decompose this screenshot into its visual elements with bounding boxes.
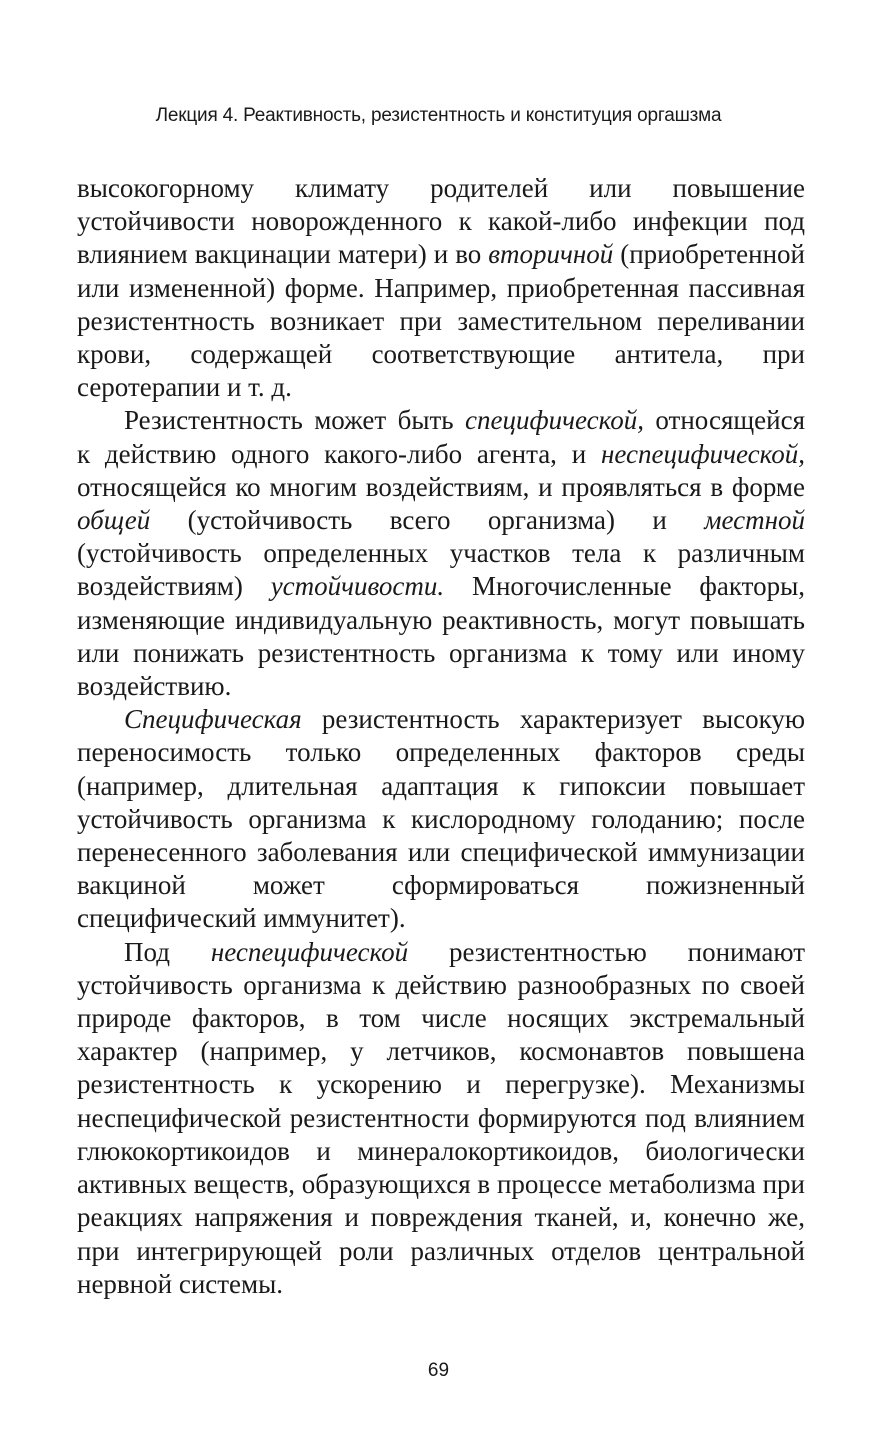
running-head: Лекция 4. Реактивность, резистентность и конституция оргашзма <box>155 105 722 126</box>
paragraph <box>77 703 805 935</box>
text-run: Под <box>124 936 211 967</box>
text-run: резистентностью понимают устойчивость организма к действию разнообразных по своей природе факторов, в том числе носящих экстремальный характер (например, у летчиков, космонавтов повышена резистентность к ускорению и перегрузке). Механизмы неспецифической резистентности формируются под влиянием глюкокортикоидов и минералокортикоидов, биологически активных веществ, образующихся в процессе метаболизма при реакциях напряжения и повреждения тканей, и, конечно же, при интегрирующей роли различных отделов центральной нервной системы. <box>77 936 805 1299</box>
text-run: резистентность характеризует высокую переносимость только определенных факторов среды (например, длительная адаптация к гипоксии повышает устойчивость организма к кислородному голоданию; после перенесенного заболевания или специфической иммунизации вакциной может сформироваться пожизненный специфический иммунитет). <box>77 704 805 934</box>
italic-term: вторичной <box>488 239 614 270</box>
paragraph <box>77 404 805 703</box>
italic-term: неспецифической, <box>600 438 805 469</box>
text-run: высокогорному климату родителей или повышение устойчивости новорожденного к какой-либо инфекции под влиянием вакцинации матери) и во <box>77 173 805 270</box>
text-run: Резистентность может быть <box>124 405 466 436</box>
paragraph <box>77 936 805 1301</box>
text-run: Многочисленные факторы, изменяющие индивидуальную реактивность, могут повышать или понижать резистентность организма к тому или иному воздействию. <box>77 571 805 702</box>
text-run: (устойчивость определенных участков тела к различным воздействиям) <box>77 538 805 602</box>
paragraph <box>77 172 805 404</box>
text-run: относящейся ко многим воздействиям, и проявляться в форме <box>77 471 805 502</box>
italic-term: Специфическая <box>124 704 302 735</box>
italic-term: устойчивости. <box>270 571 445 602</box>
body-text <box>77 172 805 1301</box>
italic-term: общей <box>77 505 151 536</box>
italic-term: специфической, <box>465 405 644 436</box>
italic-term: неспецифической <box>210 936 409 967</box>
page-number: 69 <box>427 1360 450 1381</box>
text-run: относящейся к действию одного какого-либо агента, и <box>77 405 805 469</box>
text-run: (устойчивость всего организма) и <box>150 505 705 536</box>
italic-term: местной <box>704 505 805 536</box>
text-run: (приобретенной или измененной) форме. Например, приобретенная пассивная резистентность возникает при заместительном переливании крови, содержащей соответствующие антитела, при серотерапии и т. д. <box>77 239 805 403</box>
